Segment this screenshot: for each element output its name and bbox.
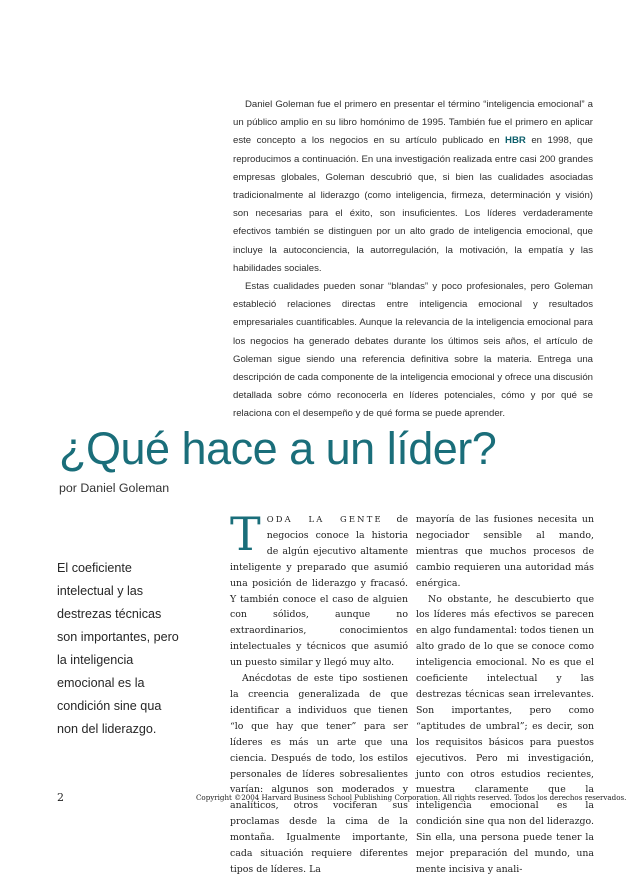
body-paragraph-2: Anécdotas de este tipo sostienen la creencia generalizada de que identificar a individuos que tienen “lo que hay que tener” para ser líderes es más un arte que una ciencia. Después de todo, los estilos personales de líderes sobresalientes varían: algunos son moderados y analíticos, otros vociferan sus proclamas desde la cima de la montaña. Igualmente importante, cada situación requiere diferentes tipos de líderes. La xyxy=(230,673,408,875)
body-paragraph-4: No obstante, he descubierto que los líderes más efectivos se parecen en algo fundamental: todos tienen un alto grado de lo que se conoce como inteligencia emocional. No es que el coeficiente intelectual y las destrezas técnicas sean irrelevantes. Son importantes, pero como “aptitudes de umbral”; es decir, son los requisitos básicos para puestos ejecutivos. Pero mi investigación, junto con otros estudios recientes, muestra claramente que la inteligencia emocional es la condición sine qua non del liderazgo. Sin ella, una persona puede tener la mejor preparación del mundo, una mente incisiva y anali- xyxy=(416,593,594,875)
hbr-label: HBR xyxy=(505,135,526,147)
lead-in: ODA LA GENTE xyxy=(266,514,383,524)
intro-paragraph-1: Daniel Goleman fue el primero en presentar el término “inteligencia emocional” a un público amplio en su libro homónimo de 1995. También fue el primero en aplicar este concepto a los negocios en su artículo publicado en HBR en 1998, que reproducimos a continuación. En una investigación realizada entre casi 200 grandes empresas globales, Goleman descubrió que, si bien las cualidades asociadas tradicionalmente al liderazgo (como inteligencia, firmeza, determinación y visión) son necesarias para el éxito, son insuficientes. Los líderes verdaderamente efectivos también se distinguen por un alto grado de inteligencia emocional, que incluye la autoconciencia, la autorregulación, la motivación, la empatía y las habilidades sociales. xyxy=(233,99,593,274)
intro-paragraph-2: Estas cualidades pueden sonar “blandas” y poco profesionales, pero Goleman estableció relaciones directas entre inteligencia emocional y resultados empresariales cuantificables. Aunque la relevancia de la inteligencia emocional para los negocios ha generado debates durante los últimos seis años, el artículo de Goleman sigue siendo una referencia definitiva sobre la materia. Entrega una descripción de cada componente de la inteligencia emocional y ofrece una discusión detallada sobre cómo reconocerla en líderes potenciales, cómo y por qué se relaciona con el desempeño y de qué forma se puede aprender. xyxy=(233,281,593,420)
page-number: 2 xyxy=(57,791,64,804)
copyright-notice: Copyright ©2004 Harvard Business School Publishing Corporation. All rights reserved. Todos los derechos reservados. xyxy=(196,793,627,802)
intro-abstract xyxy=(233,96,593,424)
article-byline: por Daniel Goleman xyxy=(59,481,170,495)
body-column-1 xyxy=(230,507,409,878)
drop-cap: T xyxy=(230,507,261,561)
article-title: ¿Qué hace a un líder? xyxy=(59,423,497,474)
body-paragraph-3: mayoría de las fusiones necesita un negociador sensible al mando, mientras que muchos procesos de cambio requieren una autoridad más enérgica. xyxy=(416,514,594,589)
pull-quote: El coeficiente intelectual y las destrezas técnicas son importantes, pero la inteligencia emocional es la condición sine qua non del liderazgo. xyxy=(57,561,179,736)
body-column-2 xyxy=(416,512,594,878)
body-paragraph-1: TODA LA GENTE de negocios conoce la historia de algún ejecutivo altamente inteligente y preparado que asumió una posición de liderazgo y fracasó. Y también conoce el caso de alguien con sólidos, aunque no extraordinarios, conocimientos intelectuales y técnicos que asumió un puesto similar y llegó muy alto. xyxy=(230,507,409,669)
